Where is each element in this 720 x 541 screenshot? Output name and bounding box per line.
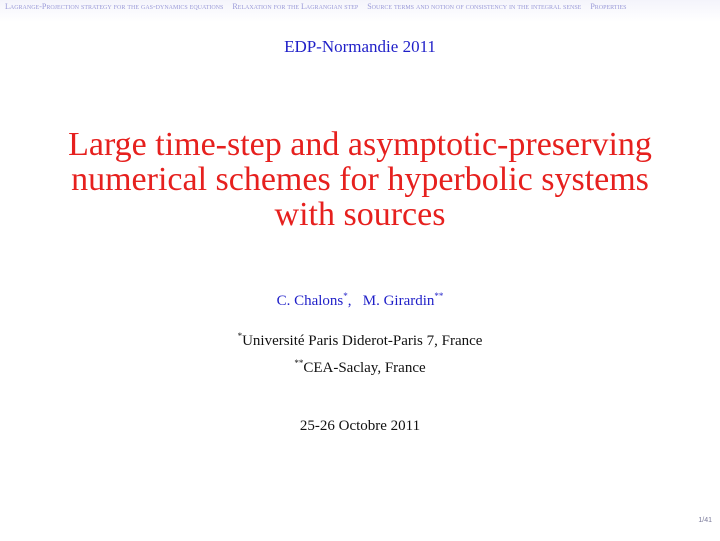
affiliation-line (0, 331, 720, 350)
section-navigation-bar (0, 0, 720, 22)
presentation-title: Large time-step and asymptotic-preserving numerical schemes for hyperbolic systems with sources (68, 126, 652, 233)
conference-name: EDP-Normandie 2011 (284, 37, 436, 56)
nav-section-lagrange-projection[interactable]: Lagrange-Projection strategy for the gas-dynamics equations (5, 2, 224, 11)
nav-section-properties[interactable]: Properties (590, 2, 627, 11)
nav-section-relaxation[interactable]: Relaxation for the Lagrangian step (232, 2, 359, 11)
event-date: 25-26 Octobre 2011 (299, 418, 421, 434)
author-list: C. Chalons*, M. Girardin** (276, 291, 444, 309)
author-mark: * (343, 291, 348, 301)
nav-section-source-terms[interactable]: Source terms and notion of consistency in the integral sense (367, 2, 582, 11)
affiliation-mark: ** (294, 358, 304, 368)
affiliation-line (0, 358, 720, 377)
author-name: M. Girardin (362, 293, 435, 309)
author-name: C. Chalons (276, 293, 344, 309)
author-mark: ** (434, 291, 444, 301)
affiliation-mark: * (237, 331, 243, 341)
affiliation-text: CEA-Saclay, France (303, 360, 426, 376)
page-number: 1/41 (698, 517, 712, 524)
affiliation-text: Université Paris Diderot-Paris 7, France (242, 333, 483, 349)
